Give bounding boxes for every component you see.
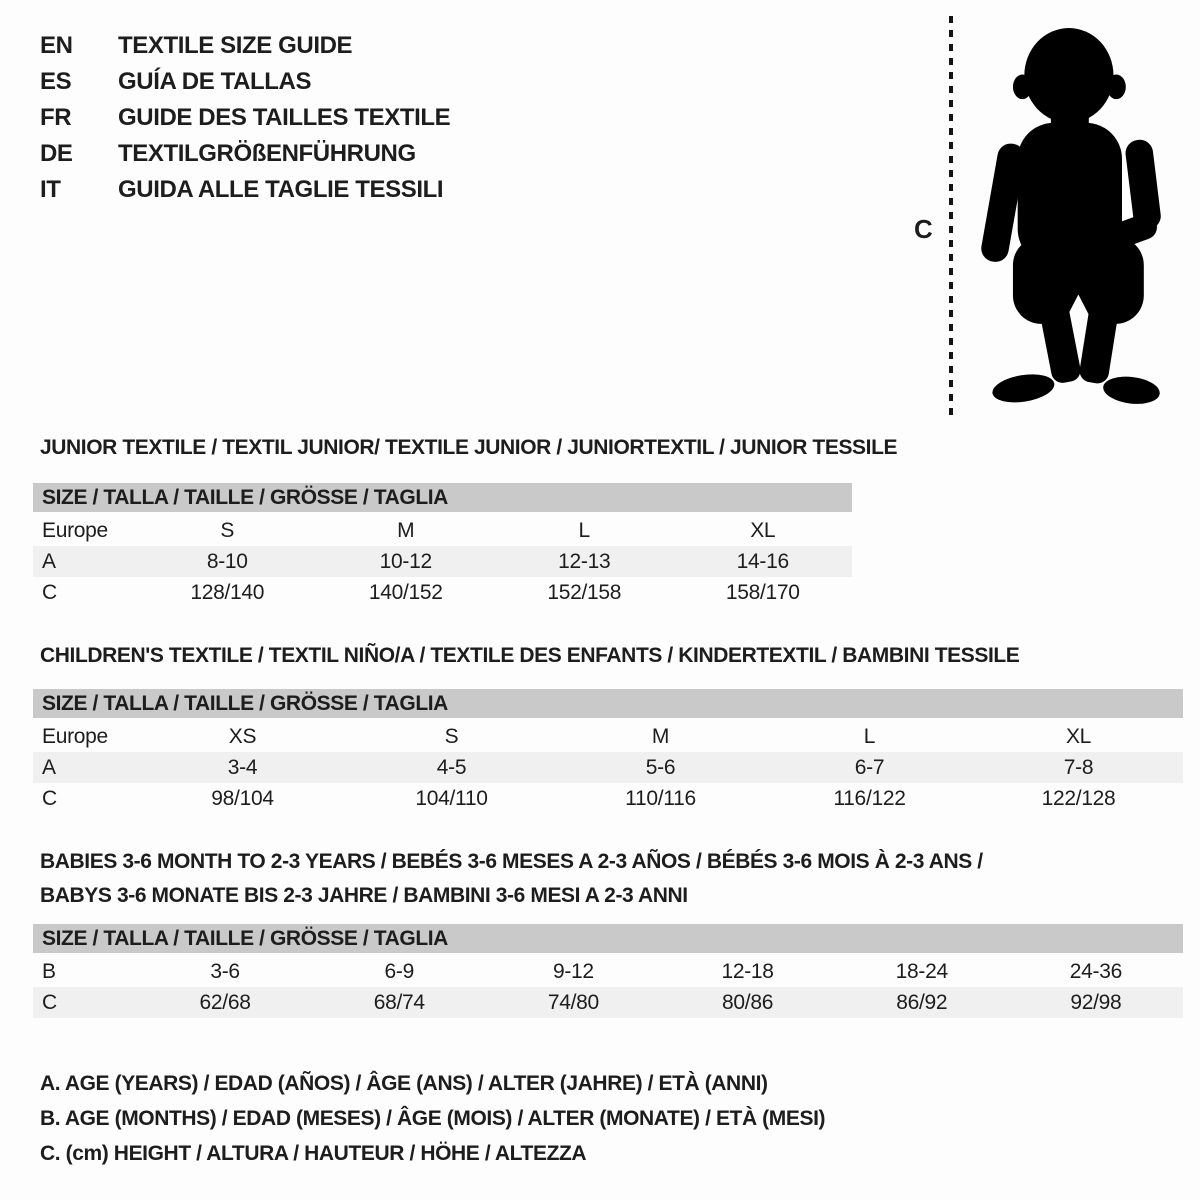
cell: L (578, 518, 590, 542)
childrens-size-table (33, 689, 1183, 814)
lang-code: EN (40, 32, 73, 59)
table-row (33, 987, 1183, 1018)
cell: 152/158 (547, 580, 622, 604)
table-row (33, 752, 1183, 783)
cell: XS (228, 724, 257, 748)
cell: S (220, 518, 235, 542)
legend-line-b: B. AGE (MONTHS) / EDAD (MESES) / ÂGE (MOIS) / ALTER (MONATE) / ETÀ (MESI) (40, 1106, 826, 1130)
cell: 18-24 (895, 959, 948, 983)
legend-line-c: C. (cm) HEIGHT / ALTURA / HAUTEUR / HÖHE / ALTEZZA (40, 1141, 587, 1165)
childrens-section-title: CHILDREN'S TEXTILE / TEXTIL NIÑO/A / TEXTILE DES ENFANTS / KINDERTEXTIL / BAMBINI TESSILE (40, 644, 1020, 667)
row-label: C (42, 990, 57, 1014)
junior-section-title: JUNIOR TEXTILE / TEXTIL JUNIOR/ TEXTILE JUNIOR / JUNIORTEXTIL / JUNIOR TESSILE (40, 436, 898, 459)
cell: 5-6 (645, 755, 676, 779)
lang-row-de (40, 136, 450, 172)
cell: 116/122 (833, 786, 906, 810)
cell: 14-16 (736, 549, 789, 573)
cell: 8-10 (206, 549, 248, 573)
guide-title-en: TEXTILE SIZE GUIDE (118, 32, 353, 59)
toddler-silhouette-icon (957, 8, 1177, 416)
size-header-bar: SIZE / TALLA / TAILLE / GRÖSSE / TAGLIA (33, 689, 1183, 718)
cell: 12-13 (558, 549, 611, 573)
cell: 80/86 (722, 990, 774, 1014)
cell: 74/80 (547, 990, 599, 1014)
table-row (33, 783, 1183, 814)
cell: 122/128 (1041, 786, 1116, 810)
cell: L (863, 724, 876, 748)
cell: 98/104 (211, 786, 274, 810)
cell: 110/116 (625, 786, 696, 810)
guide-title-it: GUIDA ALLE TAGLIE TESSILI (118, 176, 444, 203)
lang-row-en (40, 28, 450, 64)
language-title-block (40, 28, 450, 208)
lang-row-fr (40, 100, 450, 136)
row-label: A (42, 549, 56, 573)
guide-title-es: GUÍA DE TALLAS (118, 68, 312, 95)
cell: M (651, 724, 670, 748)
cell: 6-7 (854, 755, 885, 779)
junior-size-table (33, 483, 852, 608)
cell: 24-36 (1069, 959, 1123, 983)
cell: 104/110 (415, 786, 488, 810)
cell: 86/92 (896, 990, 948, 1014)
babies-title-line1: BABIES 3-6 MONTH TO 2-3 YEARS / BEBÉS 3-6 MESES A 2-3 AÑOS / BÉBÉS 3-6 MOIS À 2-3 ANS / (40, 850, 983, 873)
cell: XL (750, 518, 776, 542)
row-label: A (42, 755, 56, 779)
cell: 7-8 (1063, 755, 1094, 779)
cell: 128/140 (190, 580, 265, 604)
cell: S (444, 724, 459, 748)
cell: 68/74 (373, 990, 425, 1014)
table-row (33, 546, 852, 577)
cell: 140/152 (368, 580, 443, 604)
guide-title-de: TEXTILGRÖßENFÜHRUNG (118, 140, 416, 167)
height-dotted-line (949, 16, 953, 418)
table-row (33, 721, 1183, 752)
cell: 3-4 (227, 755, 258, 779)
table-row (33, 577, 852, 608)
lang-row-es (40, 64, 450, 100)
cell: 62/68 (199, 990, 251, 1014)
lang-row-it (40, 172, 450, 208)
cell: 4-5 (436, 755, 467, 779)
lang-code: DE (40, 140, 73, 167)
cell: 3-6 (210, 959, 240, 983)
cell: 6-9 (384, 959, 414, 983)
cell: 9-12 (552, 959, 594, 983)
cell: 92/98 (1070, 990, 1122, 1014)
babies-section-title (40, 845, 983, 913)
lang-code: IT (40, 176, 61, 203)
cell: 12-18 (721, 959, 774, 983)
lang-code: ES (40, 68, 72, 95)
table-row (33, 956, 1183, 987)
row-label: Europe (42, 724, 108, 748)
babies-title-line2: BABYS 3-6 MONATE BIS 2-3 JAHRE / BAMBINI 3-6 MESI A 2-3 ANNI (40, 884, 688, 907)
height-measure-label: C (914, 214, 933, 244)
measurement-legend (40, 1066, 825, 1171)
lang-code: FR (40, 104, 72, 131)
size-header-bar: SIZE / TALLA / TAILLE / GRÖSSE / TAGLIA (33, 483, 852, 512)
row-label: B (42, 959, 56, 983)
cell: XL (1065, 724, 1092, 748)
guide-title-fr: GUIDE DES TAILLES TEXTILE (118, 104, 451, 131)
legend-line-a: A. AGE (YEARS) / EDAD (AÑOS) / ÂGE (ANS) / ALTER (JAHRE) / ETÀ (ANNI) (40, 1071, 768, 1095)
cell: 158/170 (725, 580, 800, 604)
cell: M (397, 518, 415, 542)
table-row (33, 515, 852, 546)
row-label: C (42, 580, 57, 604)
babies-size-table (33, 924, 1183, 1018)
cell: 10-12 (379, 549, 432, 573)
row-label: Europe (42, 518, 108, 542)
row-label: C (42, 786, 57, 810)
size-header-bar: SIZE / TALLA / TAILLE / GRÖSSE / TAGLIA (33, 924, 1183, 953)
